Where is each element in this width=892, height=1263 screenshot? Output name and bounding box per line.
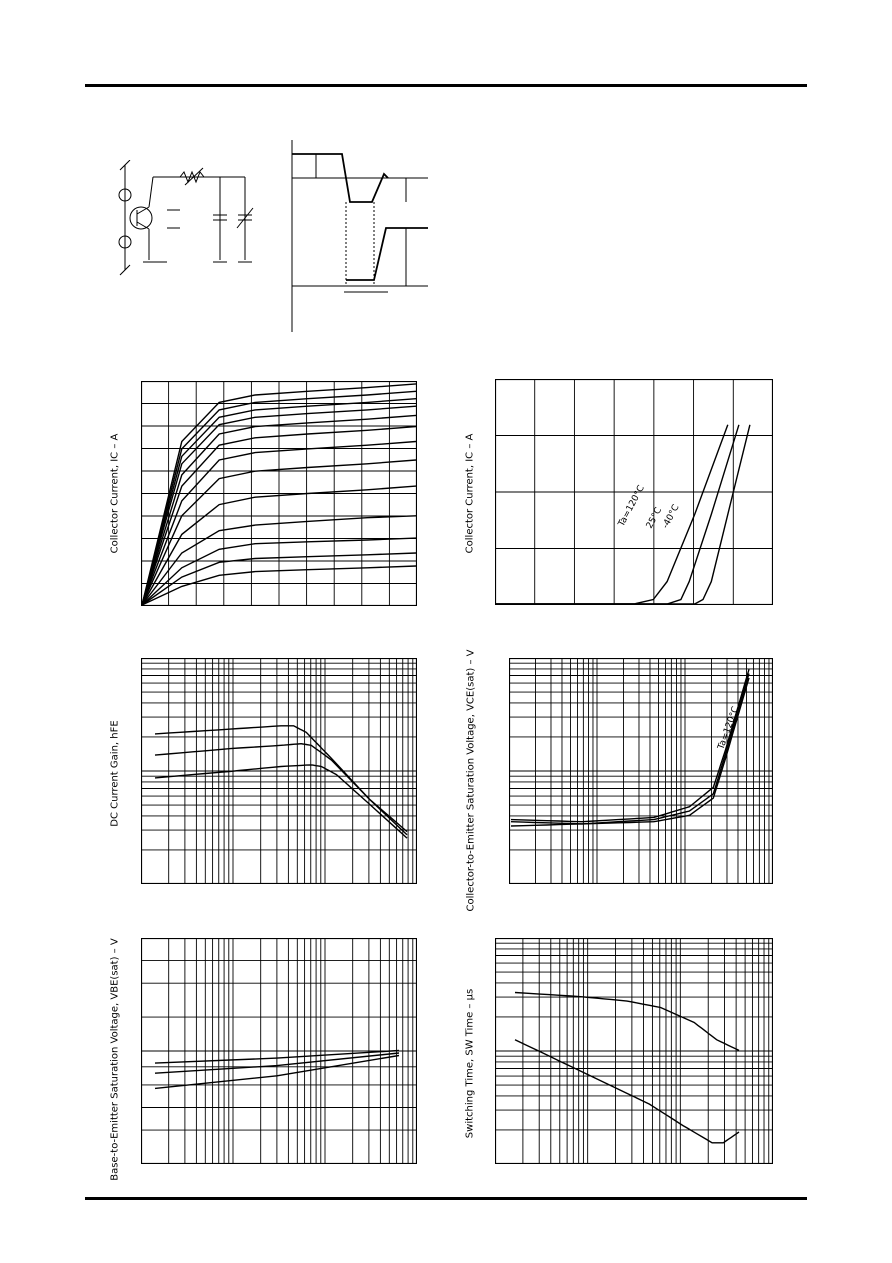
grid — [495, 938, 773, 1164]
grid — [141, 658, 417, 884]
ic-vbe-curve-label: Ta=120°C — [616, 483, 647, 529]
top-rule — [85, 84, 807, 87]
grid — [141, 381, 417, 606]
ic-vbe-curve-label: 25°C — [644, 506, 665, 531]
ic-vbe-curve — [496, 425, 728, 604]
ic-vbe-curve — [496, 425, 739, 604]
sw-time-curve — [515, 1040, 739, 1143]
ylabel-ic-vce: Collector Current, IC – A — [109, 433, 121, 554]
test-circuit-schematic — [105, 160, 270, 280]
switching-waveform-diagram — [288, 140, 433, 332]
ylabel-vbe-sat: Base-to-Emitter Saturation Voltage, VBE(sat) – V — [109, 938, 121, 1181]
ylabel-hfe: DC Current Gain, hFE — [109, 720, 121, 827]
vce-sat-curve-label: Ta=120°C — [716, 705, 742, 752]
sw-time-curve — [515, 993, 739, 1051]
bottom-rule — [85, 1197, 807, 1200]
chart-vce-sat — [509, 658, 773, 884]
chart-ic-vce — [141, 381, 417, 606]
chart-sw-time — [495, 938, 773, 1164]
grid — [141, 938, 417, 1164]
chart-hfe — [141, 658, 417, 884]
chart-vbe-sat — [141, 938, 417, 1164]
ylabel-ic-vbe: Collector Current, IC – A — [464, 433, 476, 554]
ylabel-vce-sat: Collector-to-Emitter Saturation Voltage, VCE(sat) – V — [465, 649, 477, 912]
vce-sat-curve — [511, 674, 749, 824]
ic-vbe-curve-label: -40°C — [660, 503, 682, 531]
vce-sat-curve — [511, 678, 749, 826]
grid — [509, 658, 773, 884]
chart-ic-vbe — [495, 379, 773, 605]
ylabel-sw-time: Switching Time, SW Time – μs — [464, 988, 476, 1139]
